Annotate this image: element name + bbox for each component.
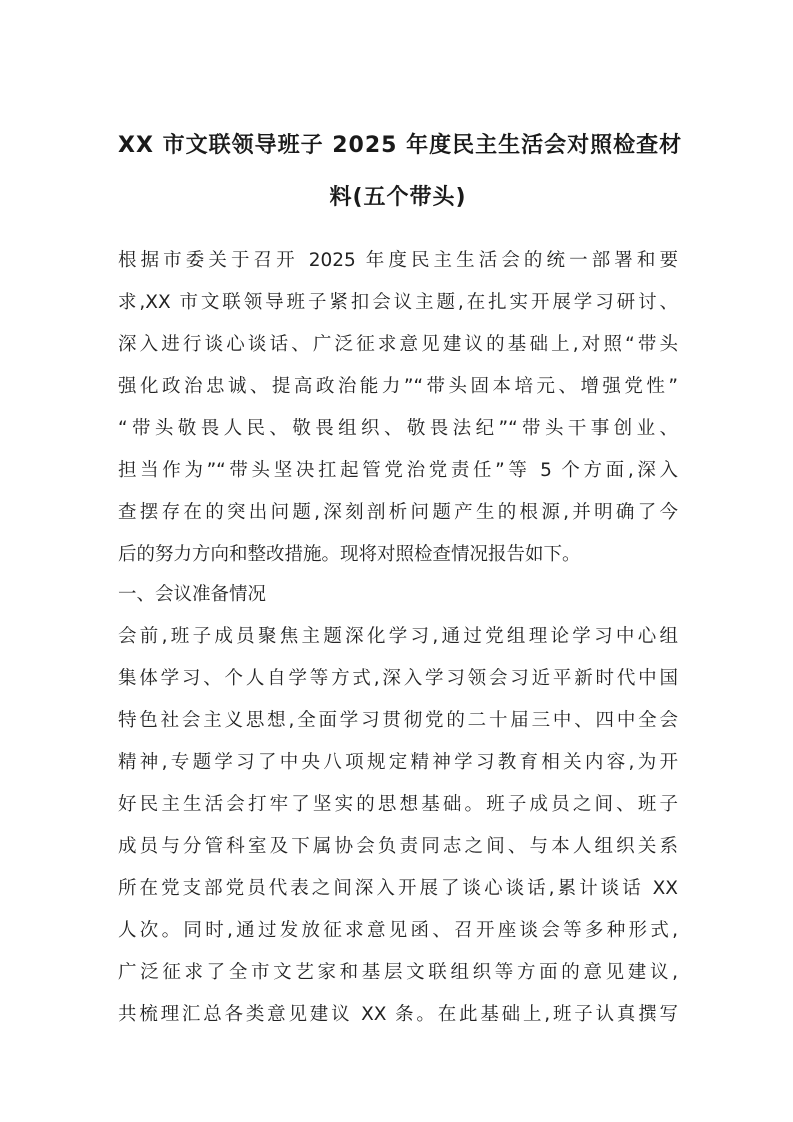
section-1-line: 成员与分管科室及下属协会负责同志之间、与本人组织关系	[118, 836, 678, 857]
intro-line: 求,XX 市文联领导班子紧扣会议主题,在扎实开展学习研讨、	[118, 292, 678, 313]
section-1-line: 会前,班子成员聚焦主题深化学习,通过党组理论学习中心组	[118, 626, 678, 647]
intro-line: 担当作为”“带头坚决扛起管党治党责任”等 5 个方面,深入	[118, 460, 678, 481]
intro-line: 深入进行谈心谈话、广泛征求意见建议的基础上,对照“带头	[118, 334, 678, 355]
document-title-line-2: 料(五个带头)	[329, 185, 467, 210]
section-1-line: 广泛征求了全市文艺家和基层文联组织等方面的意见建议,	[118, 962, 678, 983]
section-1-line: 所在党支部党员代表之间深入开展了谈心谈话,累计谈话 XX	[118, 878, 678, 899]
section-1-line: 共梳理汇总各类意见建议 XX 条。在此基础上,班子认真撰写	[118, 1004, 678, 1025]
section-1-line: 集体学习、个人自学等方式,深入学习领会习近平新时代中国	[118, 668, 678, 689]
section-1-line: 特色社会主义思想,全面学习贯彻党的二十届三中、四中全会	[118, 710, 678, 731]
section-heading-meeting-preparation: 一、会议准备情况	[118, 584, 267, 605]
intro-line: 强化政治忠诚、提高政治能力”“带头固本培元、增强党性”	[118, 376, 678, 397]
section-1-line: 好民主生活会打牢了坚实的思想基础。班子成员之间、班子	[118, 794, 678, 815]
intro-line: 后的努力方向和整改措施。现将对照检查情况报告如下。	[118, 544, 581, 565]
intro-line: 根据市委关于召开 2025 年度民主生活会的统一部署和要	[118, 250, 678, 271]
section-1-line: 精神,专题学习了中央八项规定精神学习教育相关内容,为开	[118, 752, 678, 773]
document-title-line-1: XX 市文联领导班子 2025 年度民主生活会对照检查材	[118, 133, 683, 158]
intro-line: “带头敬畏人民、敬畏组织、敬畏法纪”“带头干事创业、	[118, 418, 678, 439]
intro-line: 查摆存在的突出问题,深刻剖析问题产生的根源,并明确了今	[118, 502, 678, 523]
section-1-line: 人次。同时,通过发放征求意见函、召开座谈会等多种形式,	[118, 920, 678, 941]
